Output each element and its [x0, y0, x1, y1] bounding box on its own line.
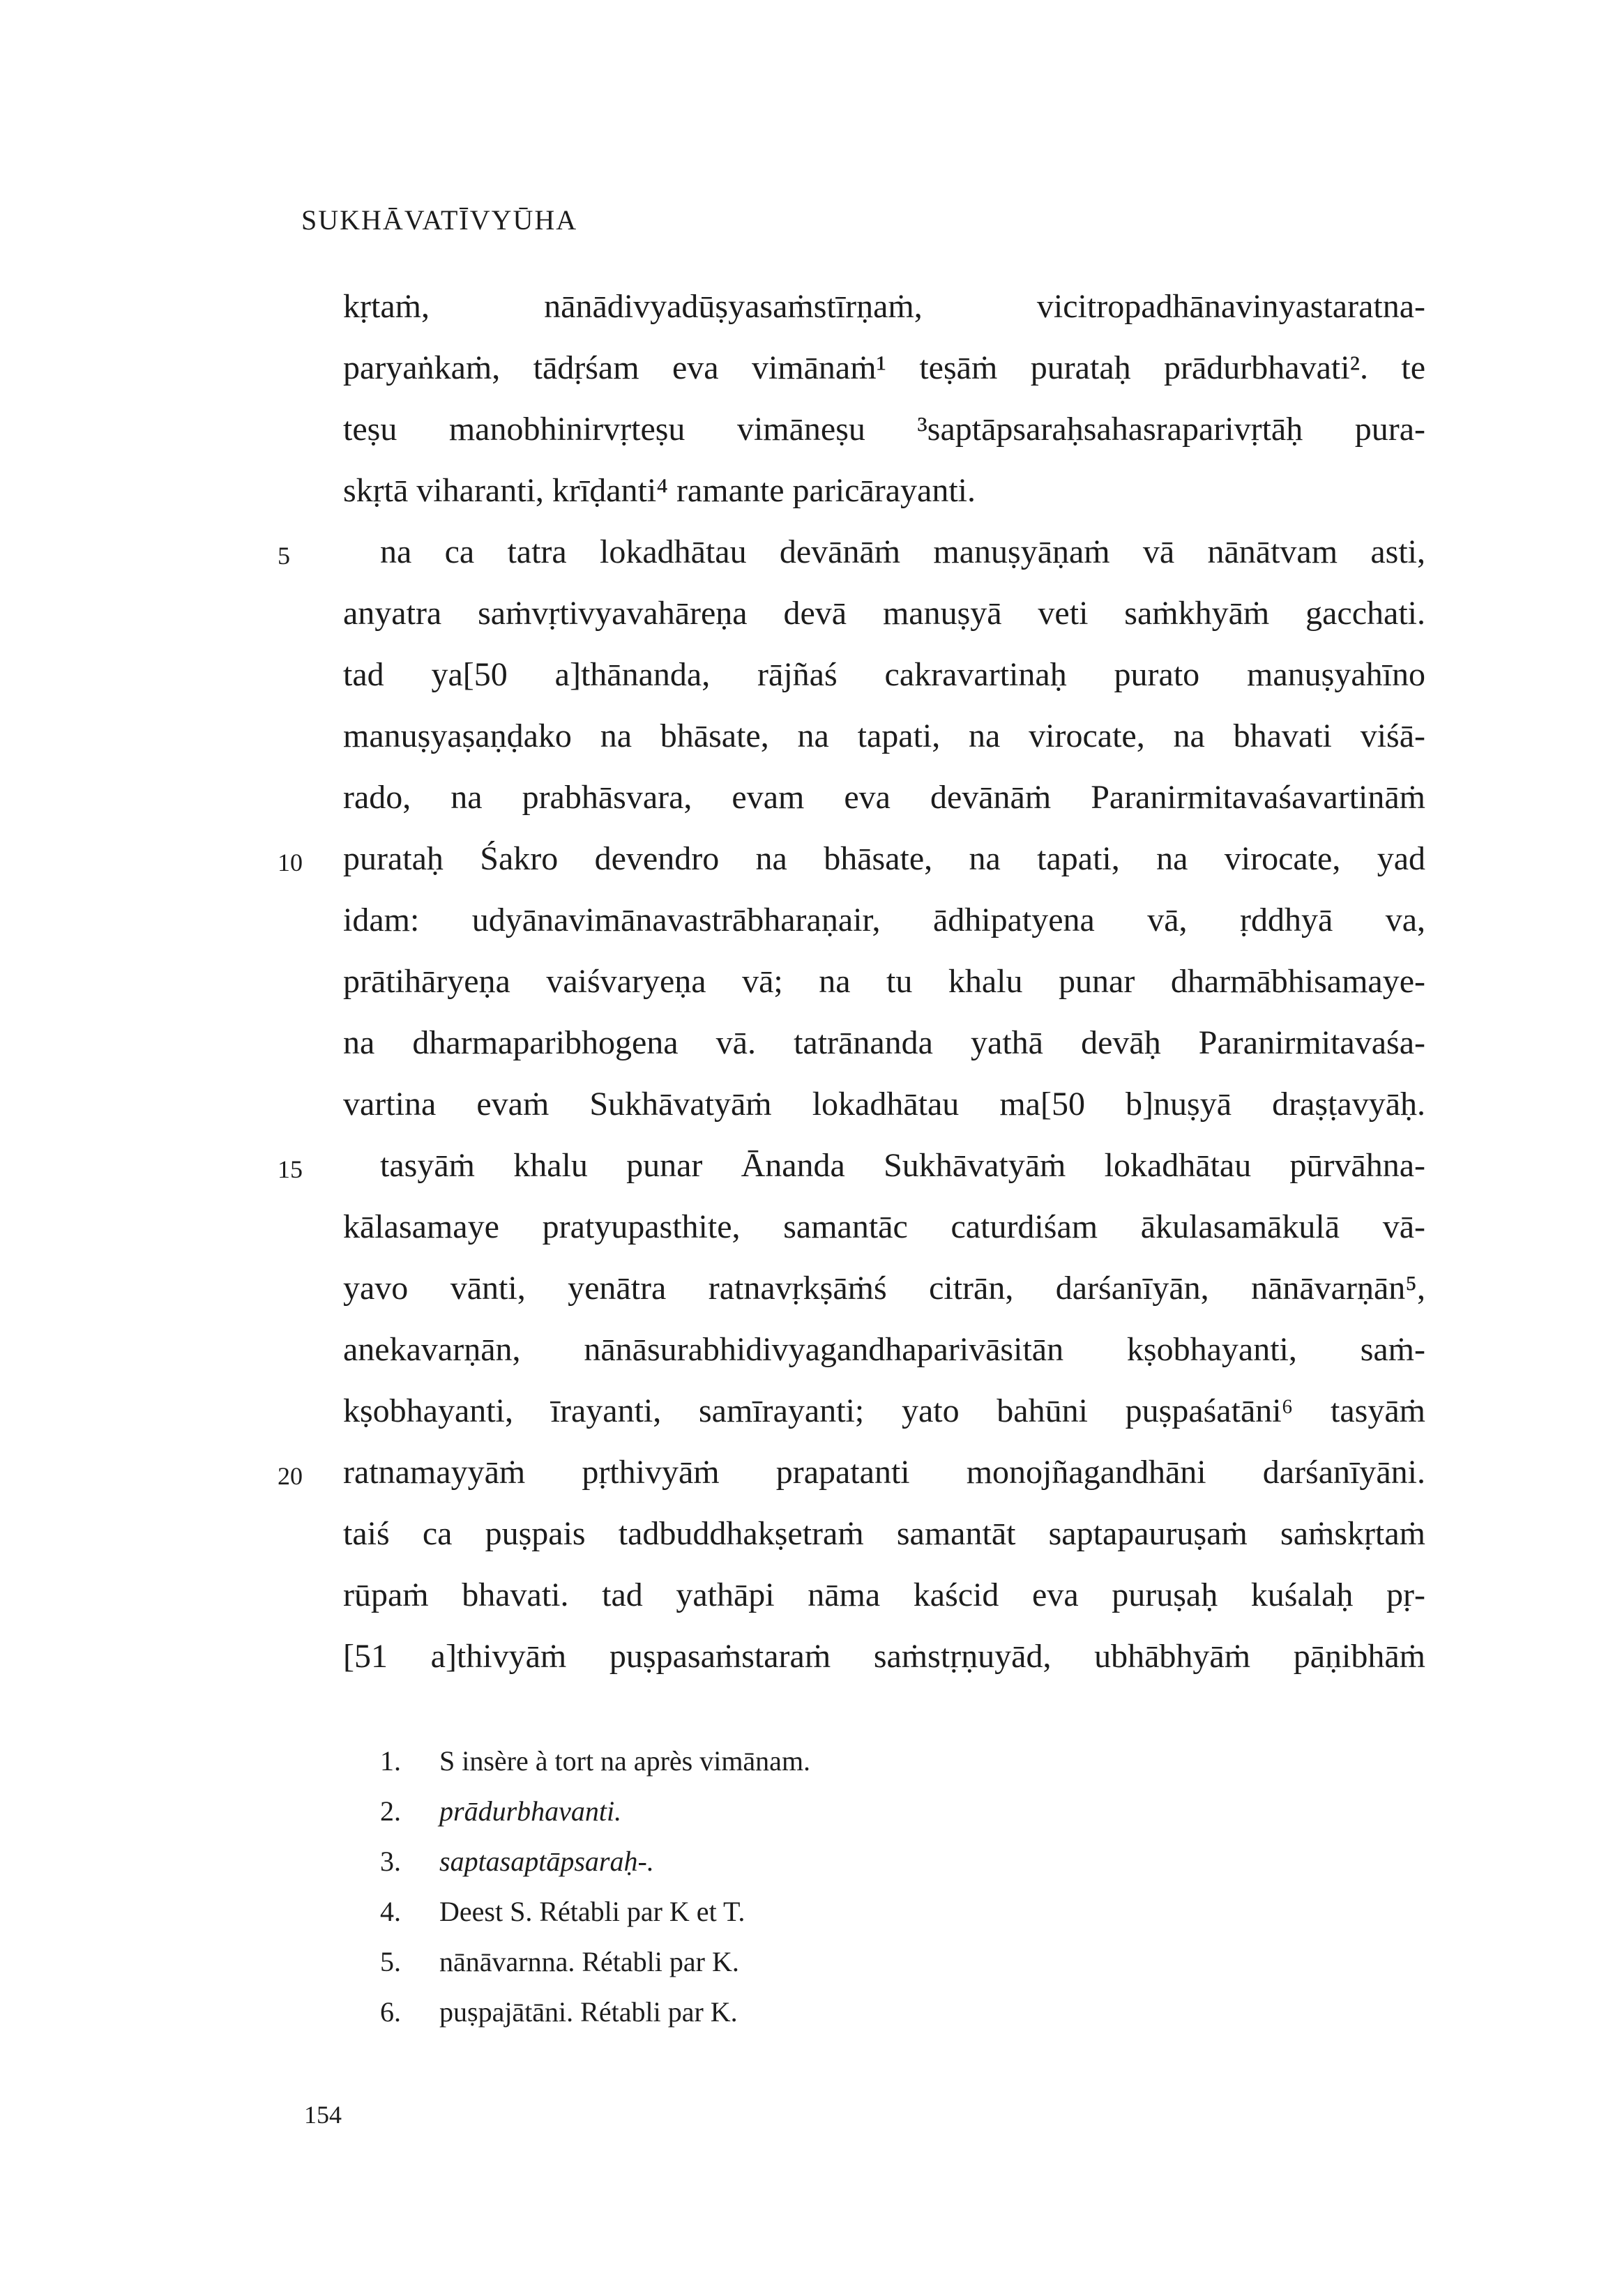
footnote-number: 5. [380, 1946, 401, 1977]
text-line: yavo vānti, yenātra ratnavṛkṣāṁś citrān, darśanīyān, nānāvarṇān⁵, [343, 1270, 1425, 1307]
text-line: kṣobhayanti, īrayanti, samīrayanti; yato bahūni puṣpaśatāni⁶ tasyāṁ [343, 1392, 1425, 1429]
text-line: manuṣyaṣaṇḍako na bhāsate, na tapati, na virocate, na bhavati viśā- [343, 717, 1425, 754]
text-line: rūpaṁ bhavati. tad yathāpi nāma kaścid eva puruṣaḥ kuśalaḥ pṛ- [343, 1576, 1425, 1613]
footnote [380, 1743, 1356, 1779]
text-line: vartina evaṁ Sukhāvatyāṁ lokadhātau ma[50 b]nuṣyā draṣṭavyāḥ. [343, 1086, 1425, 1123]
footnote-number: 1. [380, 1745, 401, 1777]
footnote [380, 1994, 1356, 2030]
footnote-number: 4. [380, 1896, 401, 1927]
footnote-number: 2. [380, 1795, 401, 1827]
footnote-text: Deest S. Rétabli par K et T. [439, 1896, 745, 1927]
footnote-text: S insère à tort na après vimānam. [439, 1745, 811, 1777]
footnote-text: nānāvarnna. Rétabli par K. [439, 1946, 739, 1977]
text-line: ratnamayyāṁ pṛthivyāṁ prapatanti monojñagandhāni darśanīyāni. [343, 1454, 1425, 1491]
text-line: [51 a]thivyāṁ puṣpasaṁstaraṁ saṁstṛṇuyād, ubhābhyāṁ pāṇibhāṁ [343, 1638, 1425, 1675]
page-number: 154 [304, 2101, 342, 2129]
line-number: 5 [278, 542, 290, 570]
footnote-text: saptasaptāpsaraḥ-. [439, 1846, 654, 1877]
text-line: na dharmaparibhogena vā. tatrānanda yathā devāḥ Paranirmitavaśa- [343, 1024, 1425, 1061]
text-line: anekavarṇān, nānāsurabhidivyagandhaparivāsitān kṣobhayanti, saṁ- [343, 1331, 1425, 1368]
text-line: teṣu manobhinirvṛteṣu vimāneṣu ³saptāpsaraḥsahasraparivṛtāḥ pura- [343, 411, 1425, 448]
text-line: anyatra saṁvṛtivyavahāreṇa devā manuṣyā veti saṁkhyāṁ gacchati. [343, 595, 1425, 632]
text-line: prātihāryeṇa vaiśvaryeṇa vā; na tu khalu punar dharmābhisamaye- [343, 963, 1425, 1000]
footnote-number: 3. [380, 1846, 401, 1877]
footnote-text: puṣpajātāni. Rétabli par K. [439, 1996, 738, 2028]
running-head: SUKHĀVATĪVYŪHA [301, 204, 578, 236]
line-number: 15 [278, 1155, 303, 1183]
footnote [380, 1894, 1356, 1930]
footnote [380, 1793, 1356, 1830]
text-line: na ca tatra lokadhātau devānāṁ manuṣyāṇaṁ vā nānātvam asti, [380, 533, 1425, 570]
footnote-number: 6. [380, 1996, 401, 2028]
footnote-text: prādurbhavanti. [439, 1795, 622, 1827]
text-line: idam: udyānavimānavastrābharaṇair, ādhipatyena vā, ṛddhyā va, [343, 902, 1425, 938]
text-line: tad ya[50 a]thānanda, rājñaś cakravartinaḥ purato manuṣyahīno [343, 656, 1425, 693]
text-line: kṛtaṁ, nānādivyadūṣyasaṁstīrṇaṁ, vicitropadhānavinyastaratna- [343, 288, 1425, 325]
text-line: taiś ca puṣpais tadbuddhakṣetraṁ samantāt saptapauruṣaṁ saṁskṛtaṁ [343, 1515, 1425, 1552]
text-line: purataḥ Śakro devendro na bhāsate, na tapati, na virocate, yad [343, 840, 1425, 877]
text-line: skṛtā viharanti, krīḍanti⁴ ramante paricārayanti. [343, 472, 976, 509]
text-line: tasyāṁ khalu punar Ānanda Sukhāvatyāṁ lokadhātau pūrvāhna- [380, 1147, 1425, 1184]
text-line: kālasamaye pratyupasthite, samantāc caturdiśam ākulasamākulā vā- [343, 1208, 1425, 1245]
footnote [380, 1944, 1356, 1980]
text-line: paryaṅkaṁ, tādṛśam eva vimānaṁ¹ teṣāṁ purataḥ prādurbhavati². te [343, 349, 1425, 386]
text-line: rado, na prabhāsvara, evam eva devānāṁ Paranirmitavaśavartināṁ [343, 779, 1425, 816]
line-number: 10 [278, 849, 303, 876]
line-number: 20 [278, 1462, 303, 1490]
footnote [380, 1843, 1356, 1880]
